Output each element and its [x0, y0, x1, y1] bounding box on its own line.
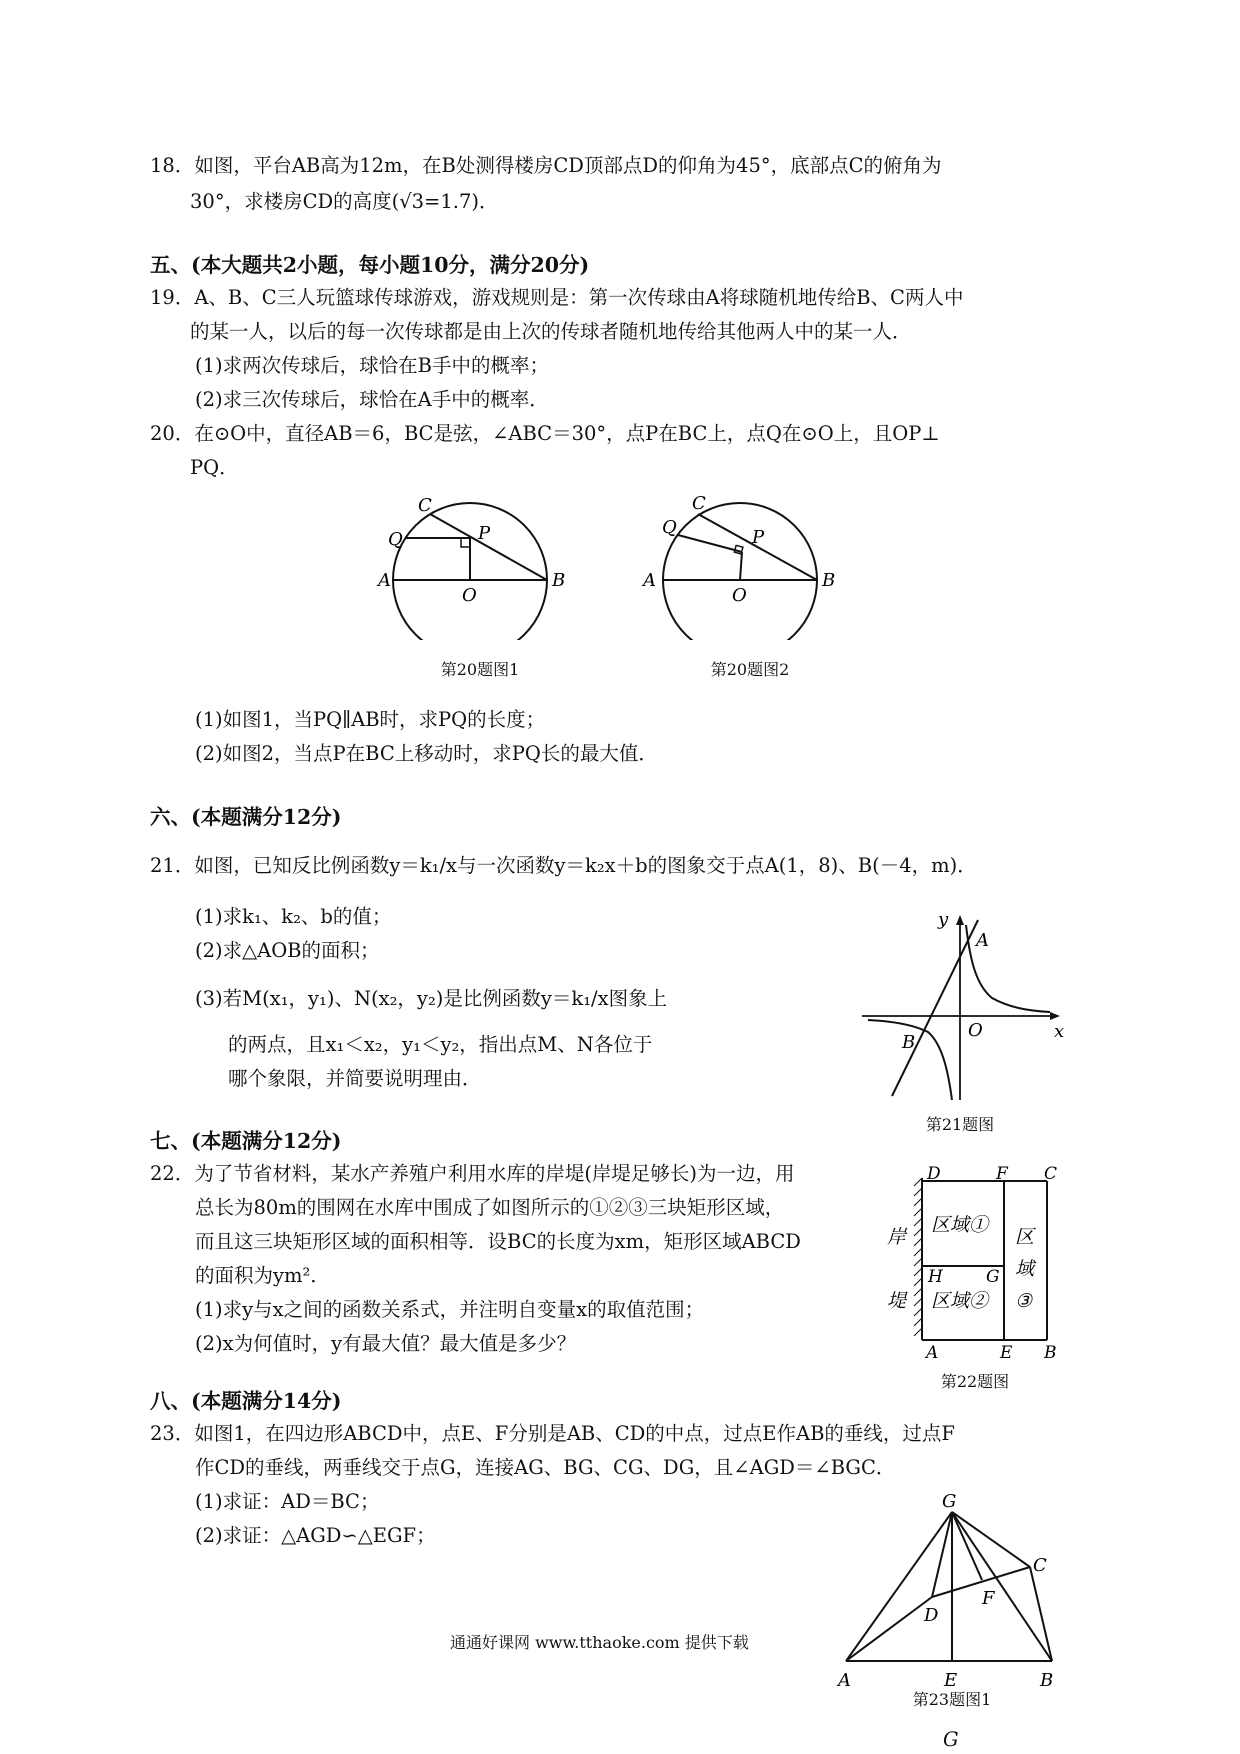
q20-part2: (2)如图2，当点P在BC上移动时，求PQ长的最大值．	[195, 742, 658, 765]
q23-quadrilateral-figure	[835, 1485, 1070, 1695]
q22-bank-top: 岸	[887, 1226, 907, 1248]
q23-label-d: D	[924, 1605, 939, 1626]
q21-part3-line1: (3)若M(x₁，y₁)、N(x₂，y₂)是比例函数y＝k₁/x图象上	[195, 987, 668, 1010]
section-7-heading: 七、(本题满分12分)	[150, 1129, 342, 1153]
fig2-label-b: B	[822, 570, 836, 591]
q21-label-x: x	[1054, 1021, 1065, 1042]
q20-figure-2-caption: 第20题图2	[710, 660, 790, 679]
fig1-label-o: O	[462, 585, 477, 606]
q22-label-b: B	[1044, 1343, 1057, 1363]
section-8-heading: 八、(本题满分14分)	[150, 1389, 342, 1413]
q22-part1: (1)求y与x之间的函数关系式，并注明自变量x的取值范围；	[195, 1298, 705, 1321]
q19-line1: 19．A、B、C三人玩篮球传球游戏，游戏规则是：第一次传球由A将球随机地传给B、C两人中	[150, 286, 964, 309]
fig1-label-p: P	[478, 523, 491, 544]
q22-label-h: H	[928, 1267, 943, 1287]
q22-enclosure-figure	[885, 1160, 1065, 1365]
q23-part1: (1)求证：AD＝BC；	[195, 1490, 380, 1513]
q18-line1: 18．如图，平台AB高为12m，在B处测得楼房CD顶部点D的仰角为45°，底部点C的俯角为	[150, 154, 942, 177]
q22-label-a: A	[926, 1343, 939, 1363]
q22-line3: 而且这三块矩形区域的面积相等．设BC的长度为xm，矩形区域ABCD	[195, 1230, 801, 1253]
q21-label-b: B	[902, 1032, 916, 1053]
fig2-label-p: P	[752, 527, 765, 548]
q22-line4: 的面积为ym²．	[195, 1264, 330, 1287]
q22-label-g: G	[986, 1267, 1000, 1287]
q20-figure-1-caption: 第20题图1	[440, 660, 520, 679]
q23-next-figure-label: G	[943, 1728, 959, 1751]
q21-part3-line2: 的两点，且x₁＜x₂，y₁＜y₂，指出点M、N各位于	[228, 1033, 653, 1056]
q18-line2: 30°，求楼房CD的高度(√3=1.7)．	[190, 190, 499, 213]
q22-label-d: D	[927, 1164, 941, 1184]
fig1-label-c: C	[418, 495, 432, 516]
q21-figure-caption: 第21题图	[925, 1115, 995, 1134]
q22-label-c: C	[1044, 1164, 1058, 1184]
q23-figure-caption: 第23题图1	[912, 1690, 992, 1709]
q22-region-3b: 域	[1015, 1258, 1035, 1280]
fig2-label-o: O	[732, 585, 747, 606]
fig2-label-q: Q	[662, 517, 677, 538]
q22-label-e: E	[1000, 1343, 1013, 1363]
fig2-label-c: C	[692, 493, 706, 514]
q22-region-1: 区域①	[931, 1214, 989, 1236]
q22-label-f: F	[996, 1164, 1008, 1184]
q21-function-graph	[860, 900, 1080, 1110]
fig1-label-a: A	[378, 570, 391, 591]
q21-label-o: O	[968, 1020, 983, 1041]
q20-line2: PQ．	[190, 456, 239, 479]
q23-label-b: B	[1040, 1670, 1054, 1691]
fig1-label-q: Q	[388, 529, 403, 550]
q21-label-a: A	[976, 930, 989, 951]
q20-line1: 20．在⊙O中，直径AB＝6，BC是弦，∠ABC＝30°，点P在BC上，点Q在⊙O上，且OP⊥	[150, 422, 940, 445]
page-footer: 通通好课网 www.tthaoke.com 提供下载	[450, 1633, 749, 1652]
q22-line1: 22．为了节省材料，某水产养殖户利用水库的岸堤(岸堤足够长)为一边，用	[150, 1162, 795, 1185]
q21-part3-line3: 哪个象限，并简要说明理由．	[228, 1067, 482, 1090]
q22-bank-bottom: 堤	[887, 1290, 907, 1312]
q23-label-g: G	[942, 1491, 957, 1512]
q23-label-f: F	[982, 1588, 995, 1609]
q23-label-c: C	[1033, 1555, 1047, 1576]
q21-part2: (2)求△AOB的面积；	[195, 939, 380, 962]
q22-region-3a: 区	[1015, 1226, 1035, 1248]
q22-region-3c: ③	[1015, 1290, 1033, 1312]
q23-line1: 23．如图1，在四边形ABCD中，点E、F分别是AB、CD的中点，过点E作AB的垂线，过点F	[150, 1422, 955, 1445]
q21-line1: 21．如图，已知反比例函数y＝k₁/x与一次函数y＝k₂x＋b的图象交于点A(1，8)、B(－4，m)．	[150, 854, 977, 877]
q21-label-y: y	[938, 909, 949, 930]
q22-figure-caption: 第22题图	[940, 1372, 1010, 1391]
q22-region-2: 区域②	[931, 1290, 989, 1312]
q20-figure-2	[640, 490, 840, 640]
fig2-label-a: A	[643, 570, 656, 591]
q23-line2: 作CD的垂线，两垂线交于点G，连接AG、BG、CG、DG，且∠AGD＝∠BGC．	[195, 1456, 896, 1479]
q20-part1: (1)如图1，当PQ∥AB时，求PQ的长度；	[195, 708, 546, 731]
section-6-heading: 六、(本题满分12分)	[150, 805, 342, 829]
q20-figure-1	[370, 490, 570, 640]
q19-part1: (1)求两次传球后，球恰在B手中的概率；	[195, 354, 549, 377]
q23-label-a: A	[838, 1670, 851, 1691]
fig1-label-b: B	[552, 570, 566, 591]
q19-line2: 的某一人，以后的每一次传球都是由上次的传球者随机地传给其他两人中的某一人．	[190, 320, 912, 343]
q22-part2: (2)x为何值时，y有最大值？最大值是多少？	[195, 1332, 577, 1355]
q22-line2: 总长为80m的围网在水库中围成了如图所示的①②③三块矩形区域，	[195, 1196, 785, 1219]
q21-part1: (1)求k₁、k₂、b的值；	[195, 905, 392, 928]
q23-part2: (2)求证：△AGD∽△EGF；	[195, 1524, 436, 1547]
q19-part2: (2)求三次传球后，球恰在A手中的概率．	[195, 388, 549, 411]
section-5-heading: 五、(本大题共2小题，每小题10分，满分20分)	[150, 253, 590, 277]
q23-label-e: E	[944, 1670, 958, 1691]
